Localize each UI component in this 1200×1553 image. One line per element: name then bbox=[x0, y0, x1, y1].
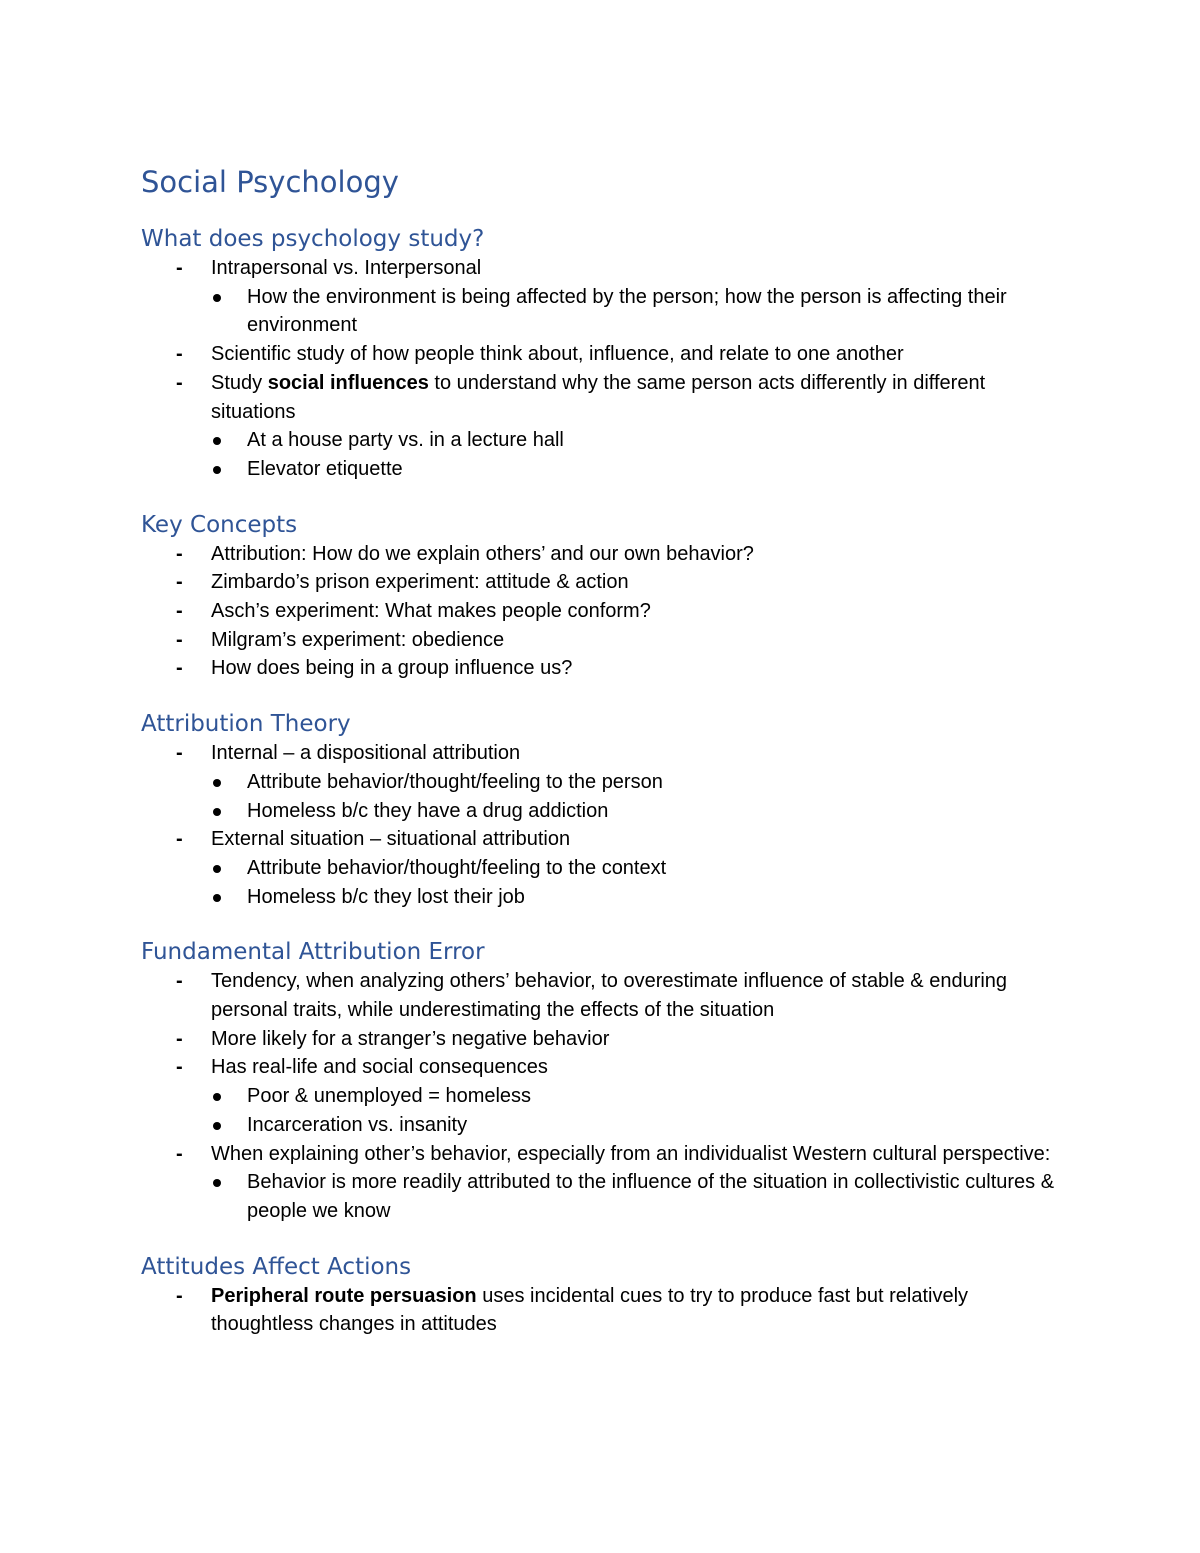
sub-list-item: Attribute behavior/thought/feeling to the context bbox=[211, 854, 1061, 883]
bullet-list bbox=[141, 739, 1061, 911]
item-text: Intrapersonal vs. Interpersonal bbox=[211, 257, 482, 279]
sub-list-item: Homeless b/c they have a drug addiction bbox=[211, 797, 1061, 826]
section-heading: Attitudes Affect Actions bbox=[141, 1253, 412, 1280]
item-text-bold: Peripheral route persuasion bbox=[211, 1284, 477, 1307]
section-heading: Key Concepts bbox=[141, 511, 298, 538]
section-key-concepts bbox=[141, 510, 1061, 684]
list-item bbox=[141, 1140, 1061, 1226]
sub-list-item: Homeless b/c they lost their job bbox=[211, 883, 1061, 912]
sub-list-item: Attribute behavior/thought/feeling to the person bbox=[211, 768, 1061, 797]
list-item bbox=[141, 1282, 1061, 1339]
bullet-list bbox=[141, 540, 1061, 684]
item-text-post: uses incidental cues to try to produce fast but relatively thoughtless changes in attitudes bbox=[211, 1284, 969, 1336]
section-attribution-theory bbox=[141, 709, 1061, 911]
sub-bullet-list bbox=[211, 283, 1061, 340]
section-heading: What does psychology study? bbox=[141, 226, 485, 252]
sub-bullet-list bbox=[211, 854, 1061, 911]
section-what-does-psychology-study bbox=[141, 224, 1061, 484]
list-item: - Attribution: How do we explain others’ and our own behavior? bbox=[141, 540, 1061, 569]
item-text: Internal – a dispositional attribution bbox=[211, 742, 521, 765]
sub-bullet-list bbox=[211, 1168, 1061, 1225]
list-item: - How does being in a group influence us? bbox=[141, 654, 1061, 683]
item-text: Scientific study of how people think about, influence, and relate to one another bbox=[211, 343, 904, 366]
list-item bbox=[141, 739, 1061, 825]
list-item: - Milgram’s experiment: obedience bbox=[141, 626, 1061, 655]
section-attitudes-affect-actions bbox=[141, 1252, 1061, 1339]
item-text: When explaining other’s behavior, especially from an individualist Western cultural perspective: bbox=[211, 1142, 1051, 1165]
list-item: - Tendency, when analyzing others’ behavior, to overestimate influence of stable & enduring personal traits, while underestimating the effects of the situation bbox=[141, 967, 1061, 1024]
bullet-list bbox=[141, 1282, 1061, 1339]
list-item: - More likely for a stranger’s negative behavior bbox=[141, 1025, 1061, 1054]
sub-list-item: Behavior is more readily attributed to the influence of the situation in collectivistic cultures & people we know bbox=[211, 1168, 1061, 1225]
item-text-bold: social influences bbox=[267, 371, 429, 394]
sub-list-item: How the environment is being affected by the person; how the person is affecting their environment bbox=[211, 283, 1061, 340]
list-item: - Asch’s experiment: What makes people conform? bbox=[141, 597, 1061, 626]
item-text-pre: Study bbox=[211, 371, 268, 394]
list-item bbox=[141, 340, 1061, 369]
bullet-list bbox=[141, 254, 1061, 484]
sub-list-item: Elevator etiquette bbox=[211, 455, 1061, 484]
sub-list-item: Incarceration vs. insanity bbox=[211, 1111, 1061, 1140]
sub-bullet-list bbox=[211, 1082, 1061, 1139]
list-item: - Zimbardo’s prison experiment: attitude & action bbox=[141, 568, 1061, 597]
item-text: External situation – situational attribution bbox=[211, 828, 571, 851]
bullet-list bbox=[141, 967, 1061, 1225]
sub-list-item: At a house party vs. in a lecture hall bbox=[211, 426, 1061, 455]
document-content bbox=[141, 160, 1061, 1339]
section-heading: Attribution Theory bbox=[141, 711, 351, 738]
document-title: Social Psychology bbox=[141, 165, 399, 199]
section-fundamental-attribution-error bbox=[141, 937, 1061, 1225]
section-heading: Fundamental Attribution Error bbox=[141, 939, 485, 966]
item-text-post: to understand why the same person acts differently in different situations bbox=[211, 371, 986, 423]
list-item bbox=[141, 369, 1061, 484]
sub-bullet-list bbox=[211, 768, 1061, 825]
list-item bbox=[141, 1053, 1061, 1139]
list-item bbox=[141, 254, 1061, 340]
item-text: Has real-life and social consequences bbox=[211, 1056, 548, 1079]
list-item bbox=[141, 825, 1061, 911]
sub-list-item: Poor & unemployed = homeless bbox=[211, 1082, 1061, 1111]
sub-bullet-list bbox=[211, 426, 1061, 483]
